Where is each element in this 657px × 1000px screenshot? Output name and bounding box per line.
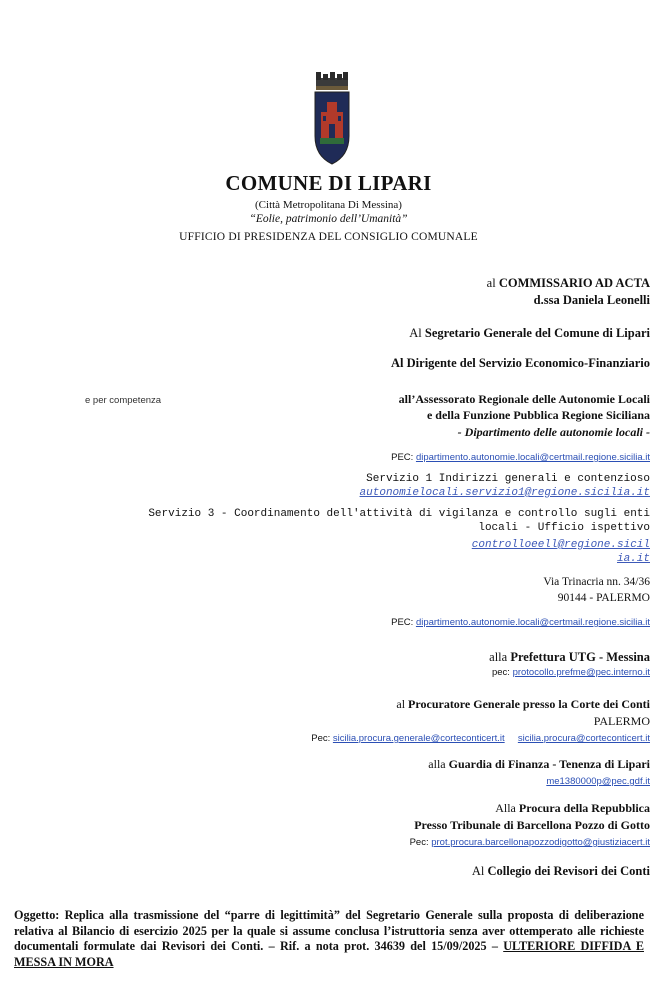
pec-dipartimento-line — [391, 452, 650, 463]
recipient-prefix: alla — [428, 757, 446, 771]
subject-paragraph — [14, 908, 644, 970]
page-title: COMUNE DI LIPARI — [225, 171, 432, 195]
recipient-dirigente: Al Dirigente del Servizio Economico-Finanziario — [391, 356, 650, 370]
motto: “Eolie, patrimonio dell’Umanità” — [249, 213, 408, 225]
coat-of-arms-emblem — [312, 72, 352, 166]
recipient-prefix: alla — [489, 650, 508, 664]
procura-pec-link[interactable]: prot.procura.barcellonapozzodigotto@giustiziacert.it — [431, 837, 650, 848]
subject-underlined: ULTERIORE DIFFIDA E MESSA IN MORA — [14, 939, 644, 969]
servizio3-title-line2: locali - Ufficio ispettivo — [478, 522, 650, 534]
pec-dipartimento-link[interactable]: dipartimento.autonomie.locali@certmail.regione.sicilia.it — [415, 452, 650, 463]
procuratore-pec-link-1[interactable]: sicilia.procura.generale@corteconticert.it — [332, 733, 505, 744]
recipient-segretario-title: Segretario Generale del Comune di Lipari — [424, 326, 650, 340]
servizio3-title-line1: Servizio 3 - Coordinamento dell'attività di vigilanza e controllo sugli enti — [148, 508, 650, 520]
pec-dipartimento-link-2[interactable]: dipartimento.autonomie.locali@certmail.regione.sicilia.it — [415, 617, 650, 628]
recipient-collegio — [472, 864, 650, 879]
servizio1-email-link[interactable]: autonomielocali.servizio1@regione.sicilia.it — [359, 487, 650, 499]
recipient-prefix: Al — [471, 864, 485, 878]
recipient-prefix: al — [396, 697, 406, 711]
pec-label: Pec: — [409, 837, 429, 848]
gdf-email-link[interactable]: me1380000p@pec.gdf.it — [546, 776, 650, 787]
recipient-assessorato-line1: all’Assessorato Regionale delle Autonomie Locali — [398, 392, 650, 406]
pec-label: pec: — [491, 667, 510, 678]
procuratore-pec-link-2[interactable]: sicilia.procura@corteconticert.it — [517, 733, 650, 744]
servizio1-title: Servizio 1 Indirizzi generali e contenzioso — [366, 473, 650, 485]
recipient-prefix: Alla — [495, 801, 516, 815]
recipient-procura-line2: Presso Tribunale di Barcellona Pozzo di Gotto — [414, 818, 650, 832]
pec-label: PEC: — [391, 452, 414, 463]
recipient-dipartimento: - Dipartimento delle autonomie locali - — [457, 425, 650, 439]
recipient-prefix: al — [486, 276, 496, 290]
address-street: Via Trinacria nn. 34/36 — [543, 576, 650, 588]
subtitle-city: (Città Metropolitana Di Messina) — [255, 199, 402, 211]
competenza-label: e per competenza — [85, 395, 162, 406]
office-name: UFFICIO DI PRESIDENZA DEL CONSIGLIO COMUNALE — [179, 231, 478, 243]
subject-text: Oggetto: Replica alla trasmissione del “parre di legittimità” del Segretario Generale sulla proposta di deliberazione relativa al Bilancio di esercizio 2025 per la quale si assume conclusa l’istruttoria senza aver ottemperato alle richieste documentali formulate dai Revisori dei Conti. – Rif. a nota prot. 34639 del 15/09/2025 – — [14, 908, 644, 953]
recipient-assessorato-line2: e della Funzione Pubblica Regione Siciliana — [426, 408, 650, 422]
recipient-procuratore — [396, 697, 650, 712]
recipient-procura — [495, 801, 650, 816]
servizio3-email-link-line1[interactable]: controlloeell@regione.sicil — [471, 539, 650, 551]
recipient-gdf-title: Guardia di Finanza - Tenenza di Lipari — [448, 757, 650, 771]
recipient-procura-title: Procura della Repubblica — [518, 801, 650, 815]
address-city: 90144 - PALERMO — [557, 592, 650, 604]
recipient-commissario-title: COMMISSARIO AD ACTA — [498, 276, 650, 290]
pec-label: Pec: — [311, 733, 331, 744]
recipient-segretario — [409, 326, 650, 341]
prefettura-pec-line — [492, 667, 650, 678]
servizio3-email-link-line2[interactable]: ia.it — [616, 553, 650, 565]
procuratore-city: PALERMO — [593, 714, 650, 728]
recipient-prefix: Al — [409, 326, 422, 340]
prefettura-pec-link[interactable]: protocollo.prefme@pec.interno.it — [512, 667, 650, 678]
recipient-gdf — [428, 757, 650, 772]
pec-label: PEC: — [391, 617, 414, 628]
recipient-commissario-name: d.ssa Daniela Leonelli — [533, 293, 650, 307]
recipient-prefettura — [489, 650, 650, 665]
procura-pec-line — [410, 837, 650, 848]
recipient-prefettura-title: Prefettura UTG - Messina — [510, 650, 650, 664]
pec-dipartimento-line-2 — [391, 617, 650, 628]
recipient-procuratore-title: Procuratore Generale presso la Corte dei Conti — [408, 697, 650, 711]
recipient-commissario — [487, 276, 650, 291]
recipient-collegio-title: Collegio dei Revisori dei Conti — [487, 864, 650, 878]
procuratore-pec-line — [311, 733, 650, 744]
